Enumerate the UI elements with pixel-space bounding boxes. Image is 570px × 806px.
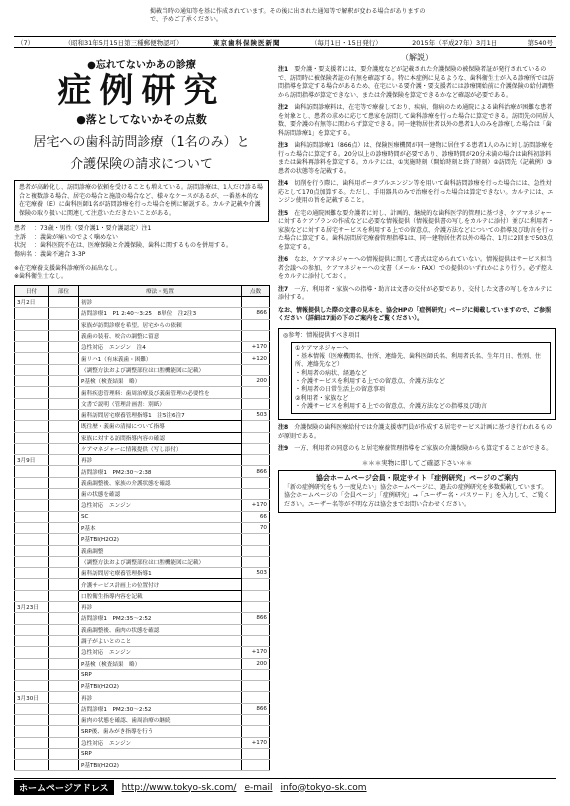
cell-text: 再診	[79, 455, 242, 466]
association-box	[278, 470, 556, 514]
cell-date	[15, 319, 49, 330]
cell-pts	[242, 590, 270, 601]
cell-pts: 70	[242, 522, 270, 533]
cell-part	[49, 703, 79, 714]
continue-note: ＊＊＊実物に即してご確認下さい＊＊	[361, 458, 473, 467]
cell-pts	[242, 545, 270, 556]
cell-part	[49, 602, 79, 613]
meta-value: ：歯科医院不在は、医療保険と介護保険、歯科に関するものを併用する。	[34, 242, 233, 250]
info-box	[278, 328, 556, 421]
cell-pts	[242, 669, 270, 680]
explanation-para	[278, 210, 556, 253]
cell-date	[15, 398, 49, 409]
cell-pts	[242, 579, 270, 590]
bold-note: なお、情報提供した際の文書の見本を、協会HPの「症例研究」ページに掲載していますので、ご参照ください（詳細は7面の下のご案内をご覧ください）。	[278, 306, 552, 322]
cell-part	[49, 364, 79, 375]
cell-pts	[242, 624, 270, 635]
cell-part	[49, 692, 79, 703]
cell-part	[49, 330, 79, 341]
cell-pts: +120	[242, 353, 270, 364]
cell-date	[15, 737, 49, 748]
cell-pts	[242, 556, 270, 567]
cell-text: 再診	[79, 602, 242, 613]
cell-text: 訪問診療1 PM2:30～2:52	[79, 703, 242, 714]
email-link[interactable]: info@tokyo-sk.com	[280, 782, 367, 793]
cell-date	[15, 635, 49, 646]
cell-pts	[242, 421, 270, 432]
cell-part	[49, 737, 79, 748]
para-text: 要介護・要支援者には、要介護度などが記載された介護保険の被保険者証が発行されているので、訪問時に被保険者証の有無を確認する。特に本症例に見るような、歯科衛生士が入る診療所では訪問指導を算定する場合があるため、在宅にいる要介護・要支援者には診療開始前に介護保険の給付調整から訪問指導が算定できない、または介護保険を算定できるかなど確認が必要である。	[278, 66, 554, 99]
cell-text: 介護サービス計画上の位置付け	[79, 579, 242, 590]
cell-pts: 503	[242, 568, 270, 579]
cell-text: P基検（検査結果 略）	[79, 376, 242, 387]
table-row	[15, 387, 270, 398]
cell-date	[15, 590, 49, 601]
table-row	[15, 726, 270, 737]
cell-text: 訪問診療1 P1 2:40～3:25 8単位 注2注3	[79, 308, 242, 319]
cell-date	[15, 330, 49, 341]
para-number: 注1	[278, 66, 289, 73]
cell-date: 3月23日	[15, 602, 49, 613]
meta-row	[14, 225, 269, 233]
meta-label: 状況	[14, 242, 27, 250]
cell-part	[49, 556, 79, 567]
cell-date	[15, 308, 49, 319]
cell-date	[15, 342, 49, 353]
cell-part	[49, 297, 79, 308]
para-number: 注3	[278, 142, 289, 149]
column-header: 部位	[49, 286, 79, 297]
cell-date	[15, 647, 49, 658]
cell-text: 訪問診療1 PM2:35～2:52	[79, 613, 242, 624]
cell-text: 義歯調整後、家族の介護状態を確認	[79, 477, 242, 488]
table-row	[15, 432, 270, 443]
cell-date	[15, 432, 49, 443]
table-row	[15, 669, 270, 680]
cell-text: 歯科訪問居宅療養管理指導1	[79, 568, 242, 579]
association-title: 協会ホームページ会員・限定サイト「症例研究」ページのご案内	[315, 473, 519, 482]
cell-part	[49, 421, 79, 432]
cell-part	[49, 432, 79, 443]
table-row	[15, 364, 270, 375]
table-row	[15, 500, 270, 511]
explanation-para	[278, 66, 556, 100]
cell-date	[15, 511, 49, 522]
meta-label: 傷病名	[14, 250, 33, 258]
note-line: ※歯科衛生士なし。	[14, 273, 68, 280]
table-row	[15, 398, 270, 409]
cell-pts: +170	[242, 342, 270, 353]
cell-text: P基TBI(H2O2)	[79, 681, 242, 692]
info-item: ・基本情報（医療機関名、住所、連絡先、歯科医師氏名、利用者氏名、生年月日、性別、住所、連絡先など）	[295, 353, 542, 369]
cell-pts	[242, 602, 270, 613]
cell-pts	[242, 443, 270, 454]
kicker-2: ●落としてないかその点数	[76, 113, 207, 126]
cell-text: 義歯調整後、歯肉の状態を確認	[79, 624, 242, 635]
table-row	[15, 376, 270, 387]
cell-part	[49, 748, 79, 759]
cell-text: P基本	[79, 522, 242, 533]
cell-part	[49, 376, 79, 387]
table-row	[15, 613, 270, 624]
cell-pts	[242, 477, 270, 488]
cell-part	[49, 726, 79, 737]
cell-date	[15, 364, 49, 375]
cell-date: 3月9日	[15, 455, 49, 466]
explanation-para	[278, 424, 556, 441]
cell-date	[15, 658, 49, 669]
association-text: 「新の症例研究をもう一度見たい」協会ホームページに、過去の症例研究を多数掲載しています。協会ホームページの「会員ページ」「症例研究」→「ユーザー名・パスワード」を入力して、ご覧ください。ユーザー名等が不明な方は協会までお問い合わせください。	[284, 484, 550, 508]
table-row	[15, 342, 270, 353]
table-row	[15, 534, 270, 545]
table-row	[15, 737, 270, 748]
cell-pts: 866	[242, 466, 270, 477]
cell-part	[49, 342, 79, 353]
cell-part	[49, 613, 79, 624]
cell-part	[49, 443, 79, 454]
para-number: 注9	[278, 445, 289, 453]
info-item: ・介護サービスを利用する上での留意点、介護方法など	[295, 377, 446, 385]
notes	[14, 265, 269, 281]
info-item: ・介護サービスを利用する上での留意点、介護方法などの指導及び助言	[295, 402, 488, 410]
cell-part	[49, 489, 79, 500]
explanation-para	[278, 142, 556, 176]
table-row	[15, 353, 270, 364]
cell-part	[49, 590, 79, 601]
cell-part	[49, 534, 79, 545]
cell-pts	[242, 398, 270, 409]
cell-date	[15, 489, 49, 500]
cell-text: 家族が訪問診療を希望。居宅からの依頼	[79, 319, 242, 330]
note-line: ※在宅療養支援歯科診療所の届出なし。	[14, 265, 122, 272]
cell-pts: 503	[242, 409, 270, 420]
cell-text: 急性対応 エンジン	[79, 737, 242, 748]
cell-text: 急性対応 エンジン 注4	[79, 342, 242, 353]
cell-pts	[242, 760, 270, 771]
cell-date	[15, 545, 49, 556]
cell-part	[49, 511, 79, 522]
right-column	[278, 52, 556, 513]
table-row	[15, 647, 270, 658]
table-row	[15, 409, 270, 420]
cell-pts	[242, 681, 270, 692]
cell-part	[49, 545, 79, 556]
cell-pts	[242, 319, 270, 330]
homepage-link[interactable]: http://www.tokyo-sk.com/	[121, 782, 237, 793]
cell-text: P基TBI(H2O2)	[79, 534, 242, 545]
cell-pts	[242, 489, 270, 500]
cell-text: 歯の状態を確認	[79, 489, 242, 500]
patient-meta	[14, 225, 269, 259]
para-number: 注4	[278, 180, 289, 187]
table-row	[15, 511, 270, 522]
table-row	[15, 545, 270, 556]
cell-date	[15, 387, 49, 398]
cell-pts: 866	[242, 308, 270, 319]
cell-part	[49, 579, 79, 590]
table-row	[15, 568, 270, 579]
table-row	[15, 421, 270, 432]
cell-part	[49, 760, 79, 771]
explanation-paras-2	[278, 424, 556, 454]
explanation-para	[278, 445, 556, 454]
para-number: 注6	[278, 256, 289, 263]
meta-label: 主訴	[14, 233, 27, 241]
table-row	[15, 466, 270, 477]
cell-text: 初診	[79, 297, 242, 308]
cell-part	[49, 624, 79, 635]
footer-bar	[14, 778, 556, 794]
cell-text: 口腔衛生指導内容を記載	[79, 590, 242, 601]
cell-text: SRP	[79, 669, 242, 680]
cell-text: SRP後、歯みがき指導を行う	[79, 726, 242, 737]
table-row	[15, 590, 270, 601]
cell-text: 歯肉の状態を確認、歯周治療の継続	[79, 714, 242, 725]
cell-date	[15, 714, 49, 725]
cell-pts	[242, 387, 270, 398]
cell-date	[15, 726, 49, 737]
cell-text: 歯科訪問居宅療養管理指導1 注5注6注7	[79, 409, 242, 420]
cell-pts	[242, 726, 270, 737]
para-text: 切削を行う際に、歯科用ポータブルエンジン等を用いて歯科訪問診療を行った場合には、急性対応として170点加算する。ただし、手用器具のみで治療を行った場合は算定できない。カルテには、エンジン使用の旨を記載すること。	[278, 180, 554, 204]
cell-pts	[242, 635, 270, 646]
cell-pts	[242, 297, 270, 308]
column-header: 療法・処置	[79, 286, 242, 297]
cell-part	[49, 669, 79, 680]
table-row	[15, 477, 270, 488]
table-row	[15, 308, 270, 319]
cell-part	[49, 647, 79, 658]
table-row	[15, 522, 270, 533]
table-row	[15, 748, 270, 759]
para-text: なお、ケアマネジャーへの情報提供に関して書式は定められていない。情報提供はサービス担当者会議への参加、ケアマネジャーへの文書（メール・FAX）での提供のいずれかにより行う。必ず控えをカルテに添付しておく。	[278, 256, 553, 280]
cell-text: 歯科疾患管理料：歯周治療及び義歯管理の必要性を	[79, 387, 242, 398]
cell-part	[49, 319, 79, 330]
cell-part	[49, 568, 79, 579]
cell-text: 義歯調整	[79, 545, 242, 556]
table-row	[15, 681, 270, 692]
page-number: （7）	[17, 38, 35, 47]
para-text: 在宅の通院困難な要介護者に対し、計画的、継続的な歯科医学的管理に基づき、ケアマネジャーに対するケアプランの作成などに必要な情報提供（情報提供書の写しをカルテに添付）並びに利用者・家族などに対する居宅サービスを利用する上での留意点、介護方法などについての指導及び助言を行った場合に算定する。歯科訪問居宅療養管理指導1は、同一建物居住者以外の場合、1月に2回まで503点を算定する。	[278, 209, 555, 251]
email-label: e-mail	[244, 782, 273, 793]
newspaper-header	[14, 36, 556, 48]
cell-part	[49, 409, 79, 420]
cell-date	[15, 353, 49, 364]
header-small2: （毎月1日・15日発行）	[310, 38, 382, 47]
para-text: 歯科訪問診療料は、在宅等で療養しており、疾病、傷病のため通院による歯科治療が困難な患者を対象とし、患者の求めに応じて患家を訪問して歯科診療を行った場合に算定できる。訪問先の同居人数、要介護の有無等に関わらず算定できる。同一建物居住者以外の患者1人のみを診療した場合は「歯科訪問診療1」を算定する。	[278, 104, 555, 137]
table-row	[15, 635, 270, 646]
cell-pts	[242, 455, 270, 466]
cell-date	[15, 613, 49, 624]
intro-box: 患者が高齢化し、訪問診療の依頼を受けることも増えている。訪問診療は、1人だけ診る場合と複数診る場合、居宅の場合と施設の場合など、様々なケースがあるが、一番基本的な在宅療養（E）に歯科医師1名が訪問診療を行った場合を例に解説する。カルテ記載や介護保険の取り扱いに関連して注意いただきたいことがある。	[14, 180, 269, 222]
cell-part	[49, 387, 79, 398]
meta-value: ：義歯不適合 3-3P	[34, 250, 86, 258]
subtitle-line-1: 居宅への歯科訪問診療（1名のみ）と	[33, 135, 250, 150]
cell-text: 再診	[79, 692, 242, 703]
table-row	[15, 297, 270, 308]
cell-date	[15, 579, 49, 590]
cell-text: （調整方法および調整部位は口腔機能図に記載）	[79, 556, 242, 567]
cell-text: 家族に対する訪問指導内容の確認	[79, 432, 242, 443]
cell-text: P基TBI(H2O2)	[79, 760, 242, 771]
cell-date	[15, 534, 49, 545]
cell-text: 義歯の装着、咬合の調整に留意	[79, 330, 242, 341]
cell-date	[15, 443, 49, 454]
para-text: 一方、利用者・家族への指導・助言は文書の交付が必要であり、交付した文書の写しをカルテに添付する。	[278, 285, 553, 301]
cell-part	[49, 522, 79, 533]
cell-text: 文書で説明（管理計画書：別紙）	[79, 398, 242, 409]
para-text: 介護保険の歯科医療給付では介護支援専門員が作成する居宅サービス計画に基づき行われるものが原則である。	[278, 424, 553, 440]
table-row	[15, 455, 270, 466]
para-number: 注8	[278, 424, 289, 432]
cell-date: 3月30日	[15, 692, 49, 703]
cell-part	[49, 477, 79, 488]
table-row	[15, 624, 270, 635]
cell-date	[15, 500, 49, 511]
info-item: ②利用者・家族など	[295, 394, 349, 402]
para-number: 注5	[278, 209, 289, 217]
left-column	[14, 52, 269, 771]
cell-date	[15, 681, 49, 692]
cell-pts	[242, 432, 270, 443]
cell-pts: 866	[242, 613, 270, 624]
cell-date	[15, 624, 49, 635]
subtitle-line-2: 介護保険の請求について	[70, 157, 213, 172]
info-item: ・利用者の日常生活上の留意事項	[295, 386, 386, 394]
info-item: ・利用者の病状、経過など	[295, 369, 368, 377]
cell-pts: +170	[242, 647, 270, 658]
homepage-label: ホームページアドレス	[14, 780, 114, 795]
explanation-heading: （解説）	[401, 53, 433, 62]
cell-part	[49, 308, 79, 319]
cell-text: （調整方法および調整部位は口腔機能図に記載）	[79, 364, 242, 375]
table-row	[15, 489, 270, 500]
explanation-paras	[278, 66, 556, 303]
table-row	[15, 319, 270, 330]
cell-text: ケアマネジャーに情報提供（写し添付）	[79, 443, 242, 454]
table-row	[15, 760, 270, 771]
cell-text: 歯リハ1（有床義歯・困難）	[79, 353, 242, 364]
paper-name: 東京歯科保険医新聞	[213, 38, 281, 47]
table-row	[15, 658, 270, 669]
para-text: 歯科訪問診療1（866点）は、保険医療機関が同一建物に居住する患者1人のみに対し訪問診療を行った場合に算定する。20分以上の診療時間が必要であり、診療時間が20分未満の場合は歯科初診料または歯科再診料を算定する。カルテには、①実施時刻（開始時刻と終了時刻）②訪問先（記載例）③患者の状態等を記載する。	[278, 142, 554, 175]
cell-text: SC	[79, 511, 242, 522]
cell-date	[15, 703, 49, 714]
table-body	[15, 297, 270, 771]
cell-date	[15, 748, 49, 759]
table-row	[15, 703, 270, 714]
table-row	[15, 692, 270, 703]
treatment-record-table	[14, 285, 270, 771]
para-text: 一方、利用者の同意のもと居宅療養管理指導をご家族の介護保険からも算定することができる。	[294, 445, 553, 453]
info-title: ◎参考：情報提供すべき項目	[283, 331, 361, 339]
table-row	[15, 556, 270, 567]
cell-text: 急性対応 エンジン	[79, 647, 242, 658]
cell-part	[49, 681, 79, 692]
cell-pts	[242, 714, 270, 725]
cell-pts	[242, 692, 270, 703]
cell-date	[15, 568, 49, 579]
cell-part	[49, 455, 79, 466]
cell-text: 既往歴・義歯の清掃について指導	[79, 421, 242, 432]
cell-part	[49, 466, 79, 477]
table-row	[15, 330, 270, 341]
table-row	[15, 602, 270, 613]
meta-row	[14, 242, 269, 250]
cell-part	[49, 398, 79, 409]
explanation-para	[278, 180, 556, 206]
cell-date	[15, 409, 49, 420]
cell-part	[49, 353, 79, 364]
explanation-para	[278, 286, 556, 303]
explanation-para	[278, 104, 556, 138]
cell-pts: 66	[242, 511, 270, 522]
para-number: 注2	[278, 104, 289, 111]
meta-row	[14, 251, 269, 259]
page-title: 症例研究	[57, 71, 226, 111]
cell-part	[49, 658, 79, 669]
cell-pts: 866	[242, 703, 270, 714]
cell-pts: +170	[242, 500, 270, 511]
cell-pts	[242, 364, 270, 375]
cell-date	[15, 669, 49, 680]
cell-text: 調子がよいとのこと	[79, 635, 242, 646]
cell-text: 訪問診療1 PM2:30～2:38	[79, 466, 242, 477]
cell-date	[15, 760, 49, 771]
table-row	[15, 714, 270, 725]
column-header: 日付	[15, 286, 49, 297]
meta-row	[14, 234, 269, 242]
cell-date	[15, 466, 49, 477]
cell-date	[15, 556, 49, 567]
meta-value: ：73歳・男性（要介護1・要介護認定）注1	[34, 225, 152, 233]
cell-pts	[242, 534, 270, 545]
cell-date	[15, 477, 49, 488]
info-items	[291, 342, 551, 414]
cell-pts: +170	[242, 737, 270, 748]
cell-pts: 200	[242, 376, 270, 387]
info-item: ①ケアマネジャーへ	[295, 344, 349, 352]
cell-date	[15, 376, 49, 387]
explanation-para	[278, 256, 556, 282]
cell-date: 3月2日	[15, 297, 49, 308]
issue-date: 2015年（平成27年）3月1日	[412, 38, 498, 47]
para-number: 注7	[278, 285, 289, 293]
cell-date	[15, 522, 49, 533]
cell-part	[49, 500, 79, 511]
cell-date	[15, 421, 49, 432]
header-small: （昭和31年5月15日第三種郵便物認可）	[64, 38, 183, 47]
cell-part	[49, 714, 79, 725]
cell-part	[49, 635, 79, 646]
cell-text: 急性対応 エンジン	[79, 500, 242, 511]
cell-pts	[242, 748, 270, 759]
column-header: 点数	[242, 286, 270, 297]
table-row	[15, 579, 270, 590]
notice-text: 掲載当時の通知等を基に作成されています。その後に出された通知等で解釈が変わる場合がありますので、予めご了承ください。	[150, 8, 426, 23]
kicker-1: ●忘れてないかあの診療	[87, 60, 196, 71]
table-row	[15, 443, 270, 454]
meta-label: 患者	[14, 225, 27, 233]
cell-text: P基検（検査結果 略）	[79, 658, 242, 669]
cell-pts	[242, 330, 270, 341]
cell-pts: 200	[242, 658, 270, 669]
issue-number: 第540号	[527, 38, 553, 47]
cell-text: SRP	[79, 748, 242, 759]
meta-value: ：義歯が痛いのでよく噛めない	[34, 233, 119, 241]
